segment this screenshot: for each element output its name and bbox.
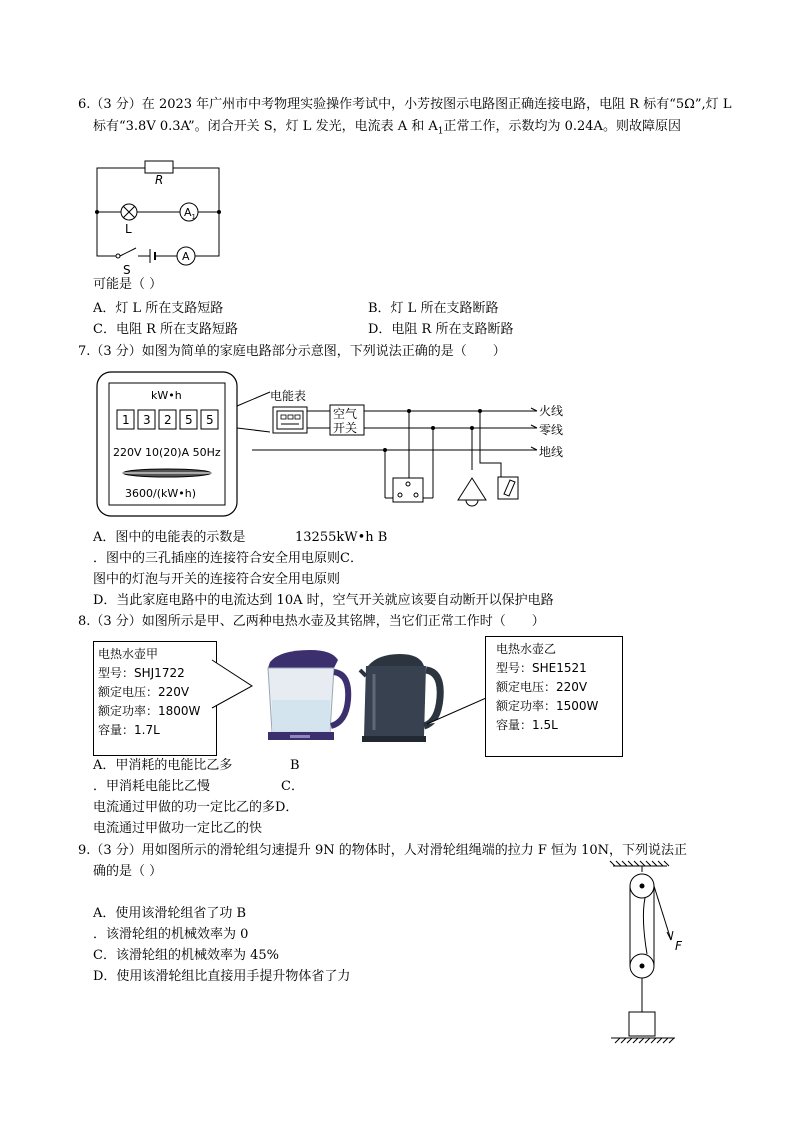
q9-pulley-diagram bbox=[605, 858, 695, 1048]
q7-option-b: ．图中的三孔插座的连接符合安全用电原则C． bbox=[93, 551, 363, 566]
q8-option-a-b-marker: B bbox=[290, 758, 300, 773]
kettle-a-nameplate bbox=[93, 641, 217, 756]
q6-option-c: C．电阻 R 所在支路短路 bbox=[93, 322, 238, 337]
q8-stem: 8.（3 分）如图所示是甲、乙两种电热水壶及其铭牌，当它们正常工作时（ ） bbox=[78, 614, 545, 629]
q7-household-circuit-figure bbox=[95, 370, 575, 520]
q6-option-d: D．电阻 R 所在支路断路 bbox=[368, 322, 514, 337]
black-kettle-image bbox=[360, 654, 440, 742]
meter-digit: 5 bbox=[206, 413, 214, 427]
meter-constant: 3600/(kW•h) bbox=[125, 487, 196, 500]
neutral-wire-label: 零线 bbox=[539, 423, 564, 437]
meter-digit: 2 bbox=[164, 413, 172, 427]
q7-option-a-value: 13255kW•h B bbox=[295, 530, 388, 545]
nameplate-line: 电热水壶乙 bbox=[496, 642, 557, 656]
meter-digit: 5 bbox=[185, 413, 193, 427]
q9-option-d: D．使用该滑轮组比直接用手提升物体省了力 bbox=[93, 969, 351, 984]
kettle-images bbox=[210, 640, 510, 750]
switch-label: S bbox=[123, 263, 131, 277]
glass-kettle-image bbox=[268, 650, 348, 740]
live-wire-label: 火线 bbox=[539, 404, 564, 418]
q8-option-c-marker: C． bbox=[281, 779, 304, 794]
q7-option-a: A．图中的电能表的示数是 bbox=[93, 530, 246, 545]
nameplate-line: 容量：1.7L bbox=[98, 723, 160, 737]
nameplate-line: 容量：1.5L bbox=[496, 718, 558, 732]
q8-option-c: 电流通过甲做的功一定比乙的多D． bbox=[93, 800, 299, 815]
lamp-label: L bbox=[125, 222, 132, 236]
resistor-label: R bbox=[155, 173, 164, 187]
nameplate-line: 额定电压：220V bbox=[496, 680, 588, 694]
q7-option-c: 图中的灯泡与开关的连接符合安全用电原则 bbox=[93, 572, 341, 587]
q9-option-a: A．使用该滑轮组省了功 B bbox=[93, 906, 247, 921]
q6-stem-line1: 6.（3 分）在 2023 年广州市中考物理实验操作考试中，小芳按图示电路图正确连接电路，电阻 R 标有“5Ω”,灯 L bbox=[78, 97, 732, 112]
nameplate-line: 电热水壶甲 bbox=[98, 647, 159, 661]
q8-option-d: 电流通过甲做功一定比乙的快 bbox=[93, 821, 263, 836]
ammeter-a-label: A bbox=[182, 250, 190, 263]
ground-wire-label: 地线 bbox=[539, 445, 564, 459]
q8-option-b: ．甲消耗电能比乙慢 bbox=[93, 779, 211, 794]
meter-rating: 220V 10(20)A 50Hz bbox=[113, 446, 221, 459]
meter-unit: kW•h bbox=[151, 389, 182, 402]
q7-stem: 7.（3 分）如图为简单的家庭电路部分示意图，下列说法正确的是（ ） bbox=[78, 344, 506, 359]
q7-option-d: D．当此家庭电路中的电流达到 10A 时，空气开关就应该要自动断开以保护电路 bbox=[93, 593, 554, 608]
meter-digit: 1 bbox=[122, 413, 130, 427]
kettle-b-nameplate bbox=[485, 636, 623, 757]
nameplate-line: 额定功率：1800W bbox=[98, 704, 201, 718]
nameplate-line: 型号：SHJ1722 bbox=[98, 666, 185, 680]
q6-stem-line3: 可能是（ ） bbox=[93, 277, 163, 292]
nameplate-line: 额定电压：220V bbox=[98, 685, 190, 699]
nameplate-line: 型号：SHE1521 bbox=[496, 661, 587, 675]
meter-label: 电能表 bbox=[270, 389, 307, 403]
breaker-label-2: 开关 bbox=[333, 421, 358, 435]
q6-option-a: A．灯 L 所在支路短路 bbox=[93, 301, 224, 316]
force-label: F bbox=[675, 939, 682, 953]
q9-option-c: C．该滑轮组的机械效率为 45% bbox=[93, 948, 279, 963]
q9-option-b: ．该滑轮组的机械效率为 0 bbox=[93, 927, 249, 942]
nameplate-line: 额定功率：1500W bbox=[496, 699, 599, 713]
q8-option-a: A．甲消耗的电能比乙多 bbox=[93, 758, 233, 773]
meter-digit: 3 bbox=[143, 413, 151, 427]
q6-circuit-diagram bbox=[88, 152, 238, 282]
ammeter-a1-label: $A_1$ bbox=[184, 206, 196, 221]
q9-stem-line1: 9.（3 分）用如图所示的滑轮组匀速提升 9N 的物体时，人对滑轮组绳端的拉力 F 恒为 10N，下列说法正 bbox=[78, 843, 688, 858]
q9-stem-line2: 确的是（ ） bbox=[93, 864, 163, 879]
q6-stem-line2: 标有“3.8V 0.3A”。闭合开关 S，灯 L 发光，电流表 A 和 $A_1$正常工作，示数均为 0.24A。则故障原因 bbox=[93, 119, 681, 137]
breaker-label-1: 空气 bbox=[333, 407, 358, 421]
q6-option-b: B．灯 L 所在支路断路 bbox=[368, 301, 499, 316]
